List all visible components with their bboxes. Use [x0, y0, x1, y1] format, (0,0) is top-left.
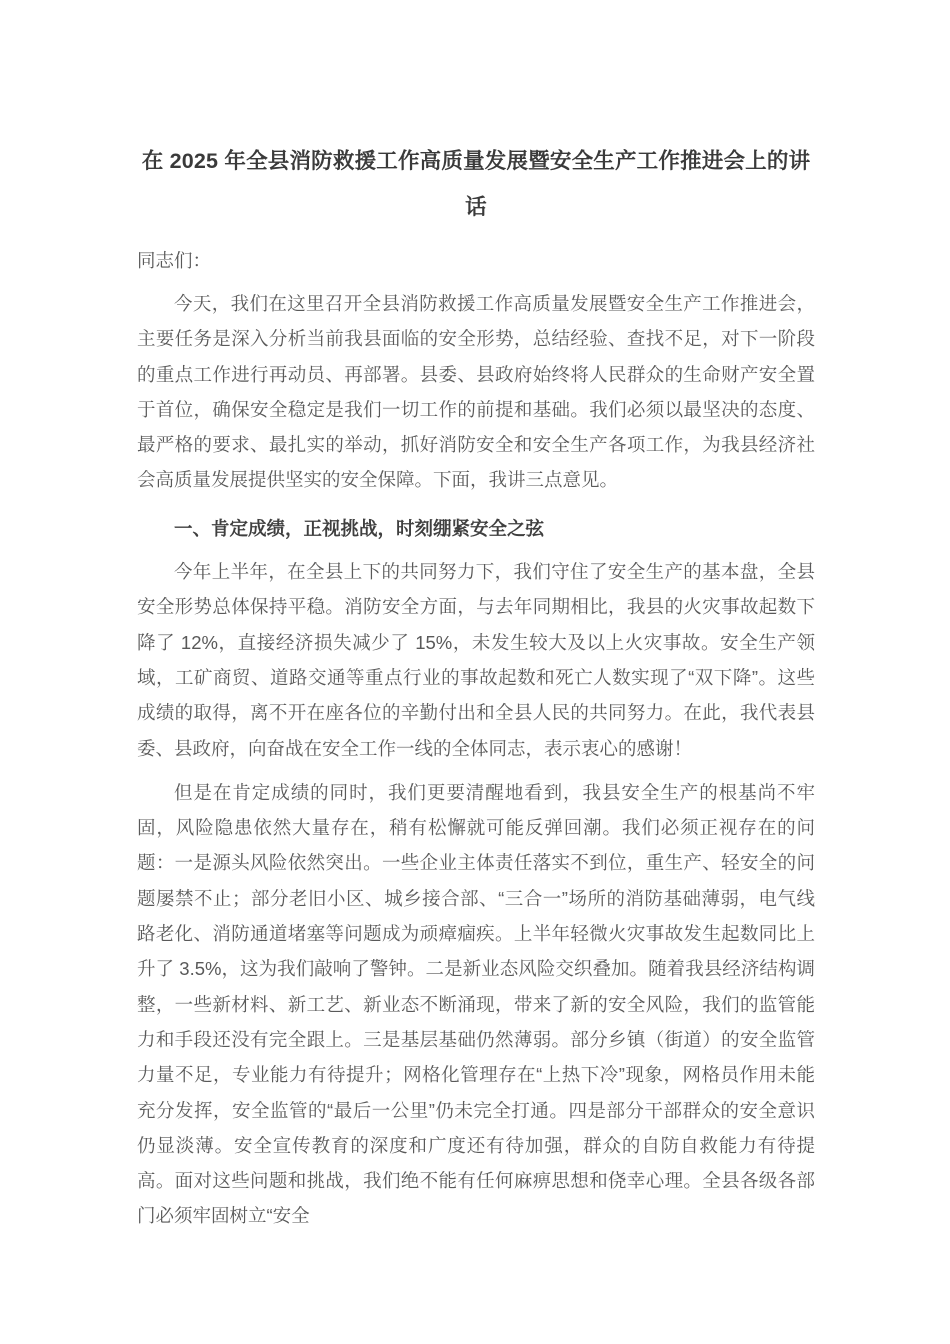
salutation: 同志们： — [137, 250, 212, 271]
paragraph-problems: 但是在肯定成绩的同时，我们更要清醒地看到，我县安全生产的根基尚不牢固，风险隐患依然大量存在，稍有松懈就可能反弹回潮。我们必须正视存在的问题：一是源头风险依然突出。一些企业主体责任落实不到位，重生产、轻安全的问题屡禁不止；部分老旧小区、城乡接合部、“三合一”场所的消防基础薄弱，电气线路老化、消防通道堵塞等问题成为顽瘴痼疾。上半年轻微火灾事故发生起数同比上升了 3.5%，这为我们敲响了警钟。二是新业态风险交织叠加。随着我县经济结构调整，一些新材料、新工艺、新业态不断涌现，带来了新的安全风险，我们的监管能力和手段还没有完全跟上。三是基层基础仍然薄弱。部分乡镇（街道）的安全监管力量不足，专业能力有待提升；网格化管理存在“上热下冷”现象，网格员作用未能充分发挥，安全监管的“最后一公里”仍未完全打通。四是部分干部群众的安全意识仍显淡薄。安全宣传教育的深度和广度还有待加强，群众的自防自救能力有待提高。面对这些问题和挑战，我们绝不能有任何麻痹思想和侥幸心理。全县各级各部门必须牢固树立“安全 — [137, 781, 815, 1227]
paragraph-achievements: 今年上半年，在全县上下的共同努力下，我们守住了安全生产的基本盘，全县安全形势总体保持平稳。消防安全方面，与去年同期相比，我县的火灾事故起数下降了 12%，直接经济损失减少了 15%，未发生较大及以上火灾事故。安全生产领域，工矿商贸、道路交通等重点行业的事故起数和死亡人数实现了“双下降”。这些成绩的取得，离不开在座各位的辛勤付出和全县人民的共同努力。在此，我代表县委、县政府，向奋战在安全工作一线的全体同志，表示衷心的感谢！ — [137, 561, 815, 759]
page-title: 在 2025 年全县消防救援工作高质量发展暨安全生产工作推进会上的讲话 — [141, 149, 811, 219]
paragraph-intro: 今天，我们在这里召开全县消防救援工作高质量发展暨安全生产工作推进会，主要任务是深入分析当前我县面临的安全形势，总结经验、查找不足，对下一阶段的重点工作进行再动员、再部署。县委、县政府始终将人民群众的生命财产安全置于首位，确保安全稳定是我们一切工作的前提和基础。我们必须以最坚决的态度、最严格的要求、最扎实的举动，抓好消防安全和安全生产各项工作，为我县经济社会高质量发展提供坚实的安全保障。下面，我讲三点意见。 — [137, 293, 815, 491]
section-heading-one: 一、肯定成绩，正视挑战，时刻绷紧安全之弦 — [174, 517, 545, 539]
document-content — [137, 138, 815, 1243]
